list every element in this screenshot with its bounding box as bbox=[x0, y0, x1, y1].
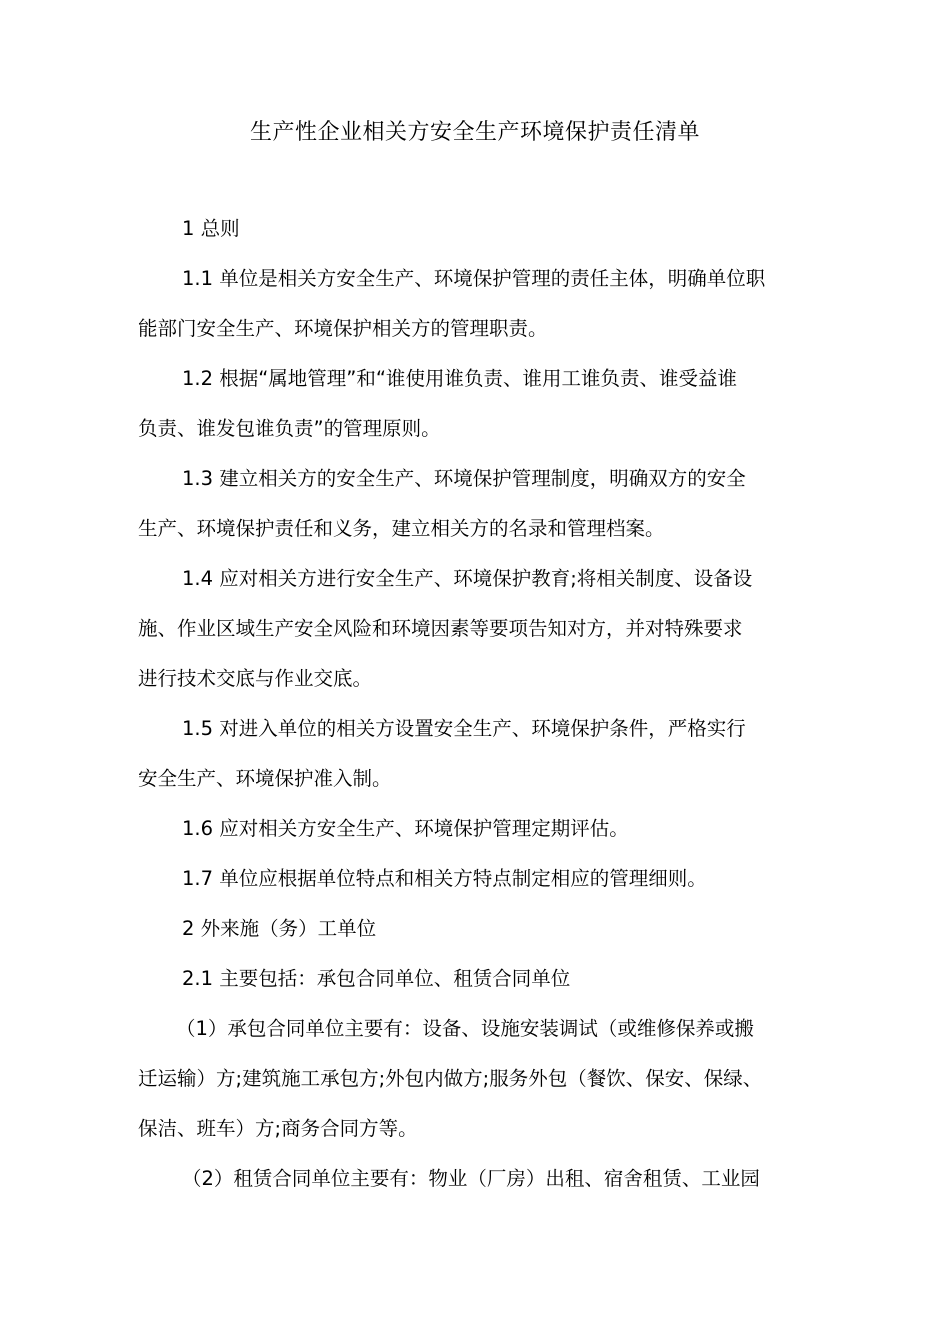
paragraph-1-4 bbox=[138, 554, 828, 704]
paragraph-2-1-item-2 bbox=[138, 1154, 828, 1204]
paragraph-1-7 bbox=[138, 854, 828, 904]
text-line: 安全生产、环境保护准入制。 bbox=[138, 767, 392, 790]
document-title: 生产性企业相关方安全生产环境保护责任清单 bbox=[249, 120, 700, 145]
text-line: 1.7 单位应根据单位特点和相关方特点制定相应的管理细则。 bbox=[182, 867, 707, 890]
text-line: 迁运输）方;建筑施工承包方;外包内做方;服务外包（餐饮、保安、保绿、 bbox=[138, 1067, 763, 1090]
text-line: 1.2 根据“属地管理”和“谁使用谁负责、谁用工谁负责、谁受益谁 bbox=[182, 367, 738, 390]
text-line: 1.6 应对相关方安全生产、环境保护管理定期评估。 bbox=[182, 817, 629, 840]
section-heading-1 bbox=[138, 204, 828, 254]
text-line: 生产、环境保护责任和义务，建立相关方的名录和管理档案。 bbox=[138, 517, 665, 540]
text-line: 负责、谁发包谁负责”的管理原则。 bbox=[138, 417, 441, 440]
text-line: 1.3 建立相关方的安全生产、环境保护管理制度，明确双方的安全 bbox=[182, 467, 746, 490]
paragraph-1-1 bbox=[138, 254, 828, 354]
text-line: 2 外来施（务）工单位 bbox=[182, 917, 377, 940]
paragraph-2-1 bbox=[138, 954, 828, 1004]
section-heading-2 bbox=[138, 904, 828, 954]
paragraph-1-2 bbox=[138, 354, 828, 454]
text-line: 1.4 应对相关方进行安全生产、环境保护教育;将相关制度、设备设 bbox=[182, 567, 753, 590]
text-line: （1）承包合同单位主要有：设备、设施安装调试（或维修保养或搬 bbox=[176, 1017, 754, 1040]
text-line: 1.1 单位是相关方安全生产、环境保护管理的责任主体，明确单位职 bbox=[182, 267, 766, 290]
text-line: 1 总则 bbox=[182, 217, 240, 240]
paragraph-1-5 bbox=[138, 704, 828, 804]
paragraph-1-3 bbox=[138, 454, 828, 554]
text-line: 保洁、班车）方;商务合同方等。 bbox=[138, 1117, 418, 1140]
paragraph-2-1-item-1 bbox=[138, 1004, 828, 1154]
paragraph-1-6 bbox=[138, 804, 828, 854]
text-line: 进行技术交底与作业交底。 bbox=[138, 667, 373, 690]
text-line: 施、作业区域生产安全风险和环境因素等要项告知对方，并对特殊要求 bbox=[138, 617, 743, 640]
text-line: （2）租赁合同单位主要有：物业（厂房）出租、宿舍租赁、工业园 bbox=[182, 1167, 760, 1190]
text-line: 能部门安全生产、环境保护相关方的管理职责。 bbox=[138, 317, 548, 340]
text-line: 2.1 主要包括：承包合同单位、租赁合同单位 bbox=[182, 967, 571, 990]
text-line: 1.5 对进入单位的相关方设置安全生产、环境保护条件，严格实行 bbox=[182, 717, 746, 740]
